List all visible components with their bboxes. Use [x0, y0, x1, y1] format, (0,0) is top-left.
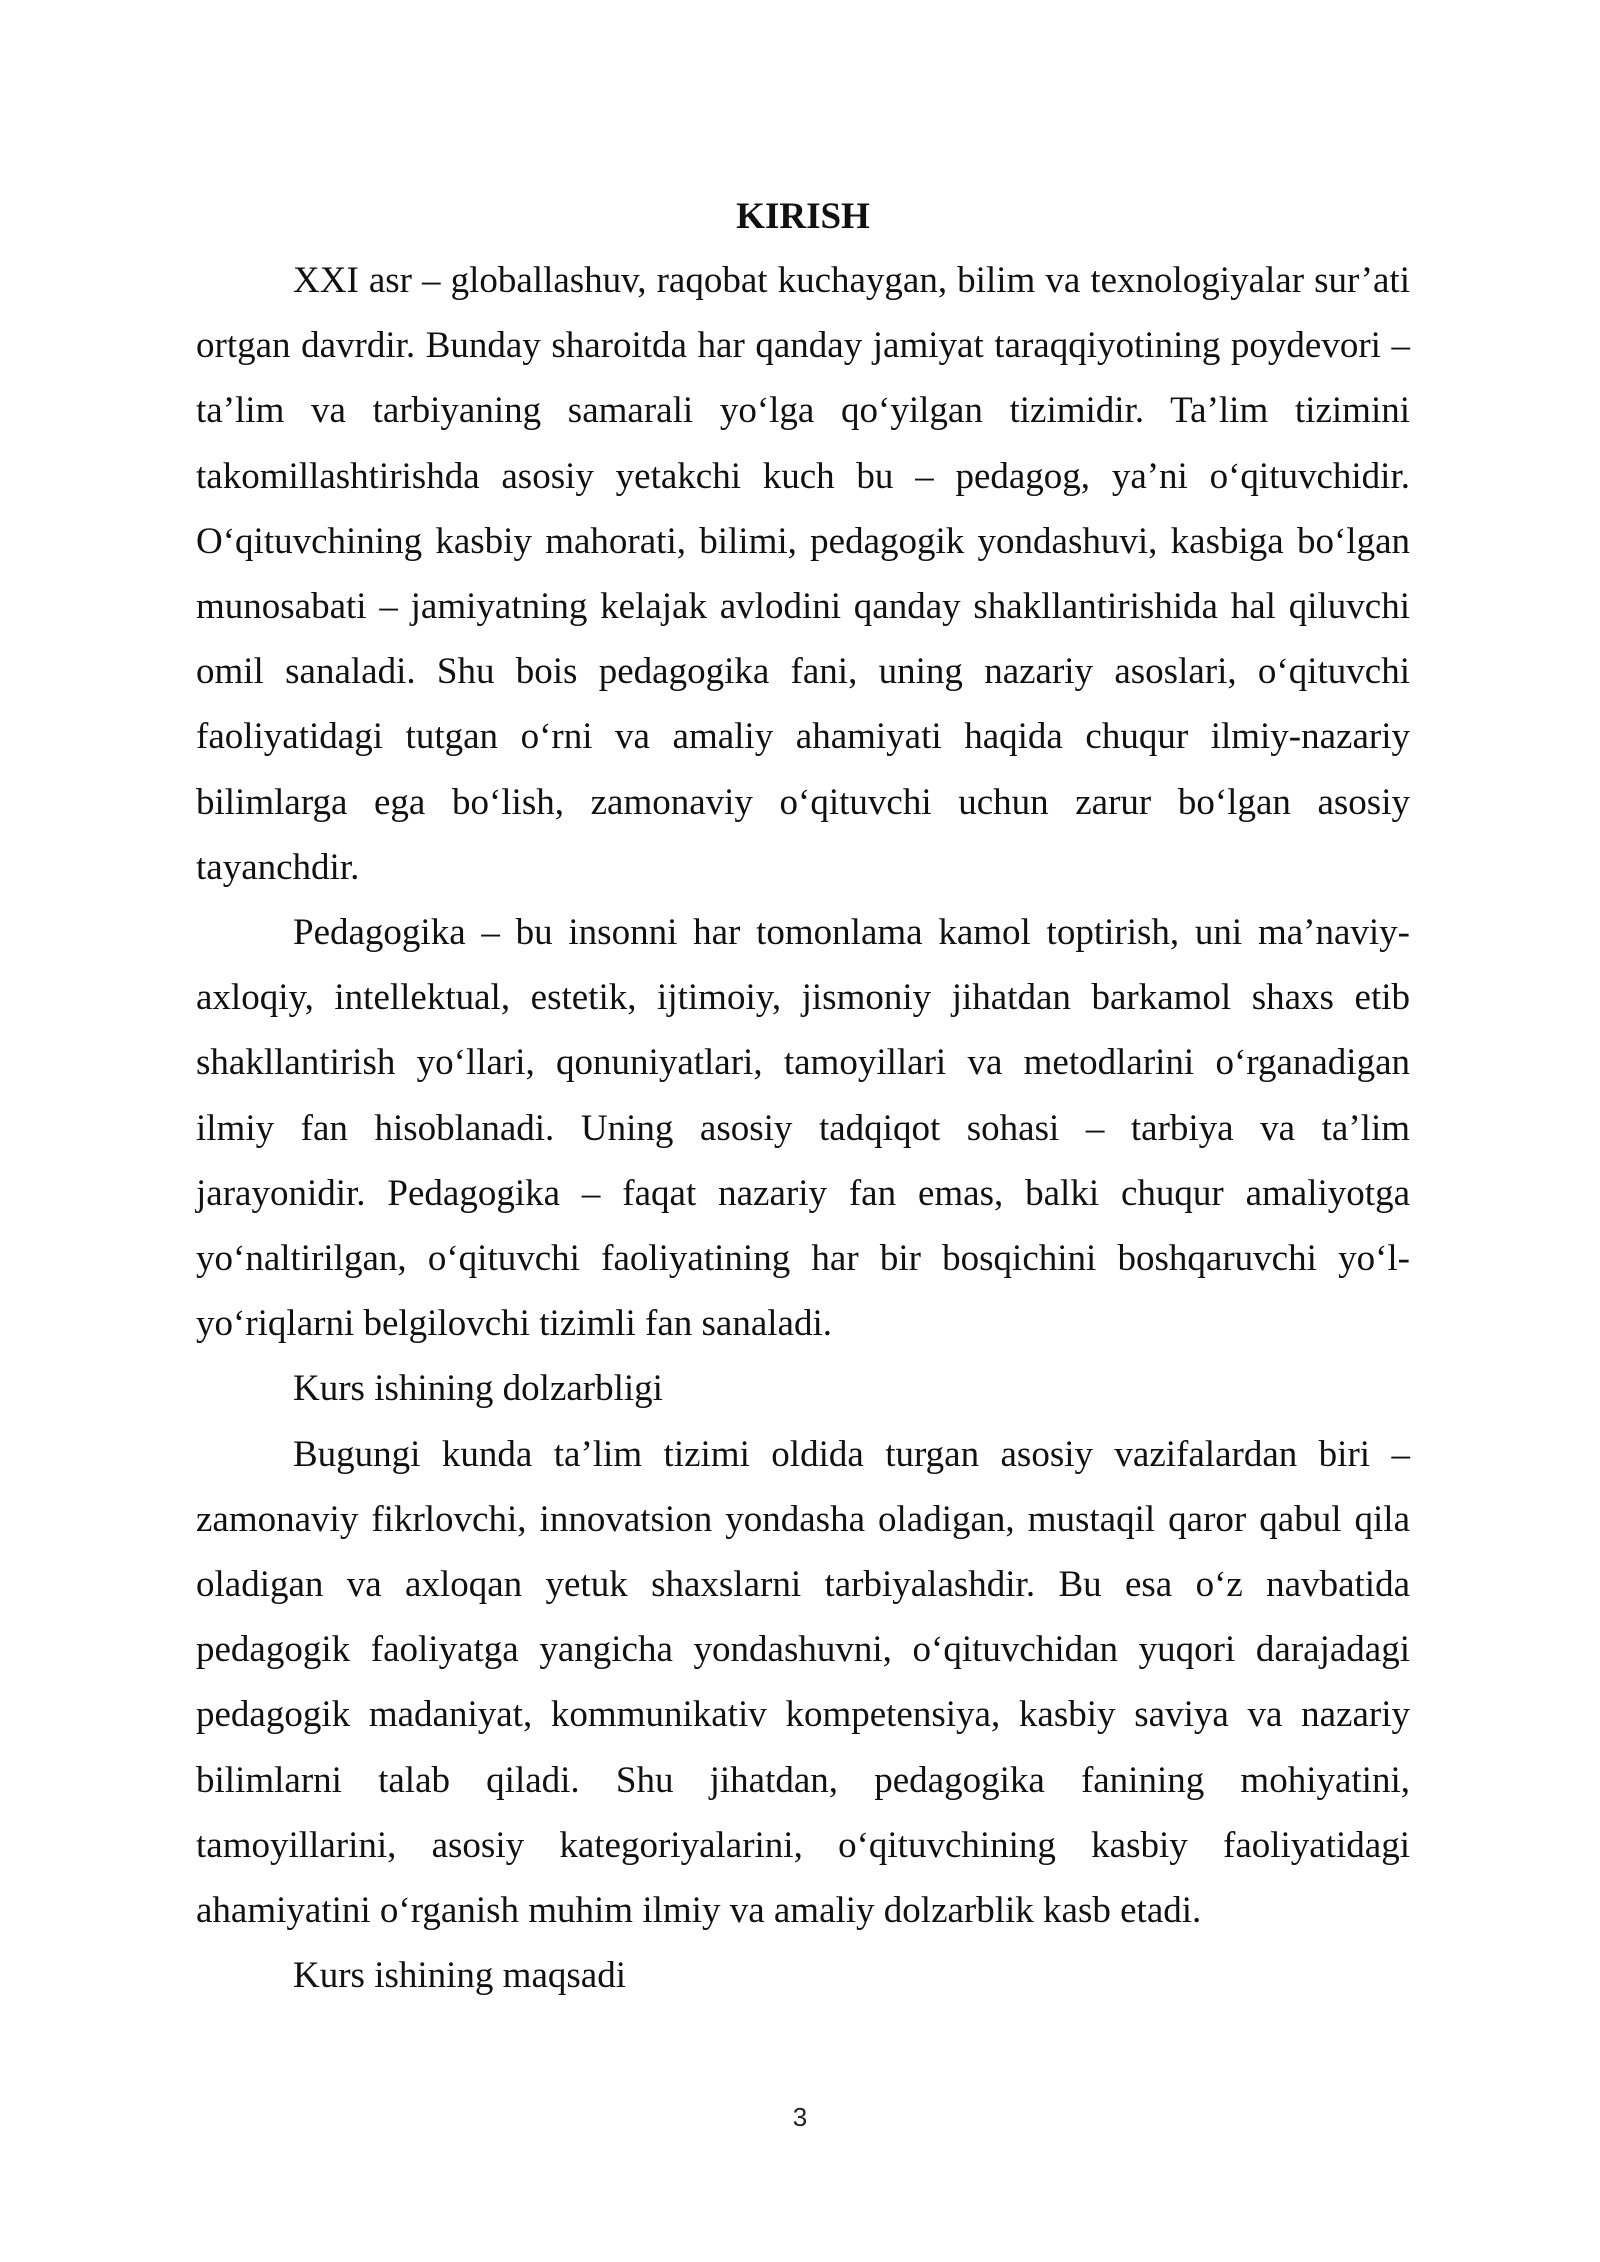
- section-heading: KIRISH: [736, 196, 870, 237]
- paragraph-1: XXI asr – globallashuv, raqobat kuchaygan, bilim va texnologiyalar sur’ati ortgan davrdir. Bunday sharoitda har qanday jamiyat taraqqiyotining poydevori – ta’lim va tarbiyaning samarali yo‘lga qo‘yilgan tizimidir. Ta’lim tizimini takomillashtirishda asosiy yetakchi kuch bu – pedagog, ya’ni o‘qituvchidir. O‘qituvchining kasbiy mahorati, bilimi, pedagogik yondashuvi, kasbiga bo‘lgan munosabati – jamiyatning kelajak avlodini qanday shakllantirishida hal qiluvchi omil sanaladi. Shu bois pedagogika fani, uning nazariy asoslari, o‘qituvchi faoliyatidagi tutgan o‘rni va amaliy ahamiyati haqida chuqur ilmiy-nazariy bilimlarga ega bo‘lish, zamonaviy o‘qituvchi uchun zarur bo‘lgan asosiy tayanchdir.: [196, 260, 1410, 888]
- subheading-goal: Kurs ishining maqsadi: [293, 1955, 626, 1997]
- subheading-relevance: Kurs ishining dolzarbligi: [293, 1368, 663, 1410]
- paragraph-2: Pedagogika – bu insonni har tomonlama kamol toptirish, uni ma’naviy-axloqiy, intellektual, estetik, ijtimoiy, jismoniy jihatdan barkamol shaxs etib shakllantirish yo‘llari, qonuniyatlari, tamoyillari va metodlarini o‘rganadigan ilmiy fan hisoblanadi. Uning asosiy tadqiqot sohasi – tarbiya va ta’lim jarayonidir. Pedagogika – faqat nazariy fan emas, balki chuqur amaliyotga yo‘naltirilgan, o‘qituvchi faoliyatining har bir bosqichini boshqaruvchi yo‘l-yo‘riqlarni belgilovchi tizimli fan sanaladi.: [196, 912, 1410, 1345]
- page-content: [196, 186, 1410, 2008]
- paragraph-3: Bugungi kunda ta’lim tizimi oldida turgan asosiy vazifalardan biri – zamonaviy fikrlovchi, innovatsion yondasha oladigan, mustaqil qaror qabul qila oladigan va axloqan yetuk shaxslarni tarbiyalashdir. Bu esa o‘z navbatida pedagogik faoliyatga yangicha yondashuvni, o‘qituvchidan yuqori darajadagi pedagogik madaniyat, kommunikativ kompetensiya, kasbiy saviya va nazariy bilimlarni talab qiladi. Shu jihatdan, pedagogika fanining mohiyatini, tamoyillarini, asosiy kategoriyalarini, o‘qituvchining kasbiy faoliyatidagi ahamiyatini o‘rganish muhim ilmiy va amaliy dolzarblik kasb etadi.: [196, 1433, 1410, 1932]
- page-number: 3: [792, 2102, 808, 2132]
